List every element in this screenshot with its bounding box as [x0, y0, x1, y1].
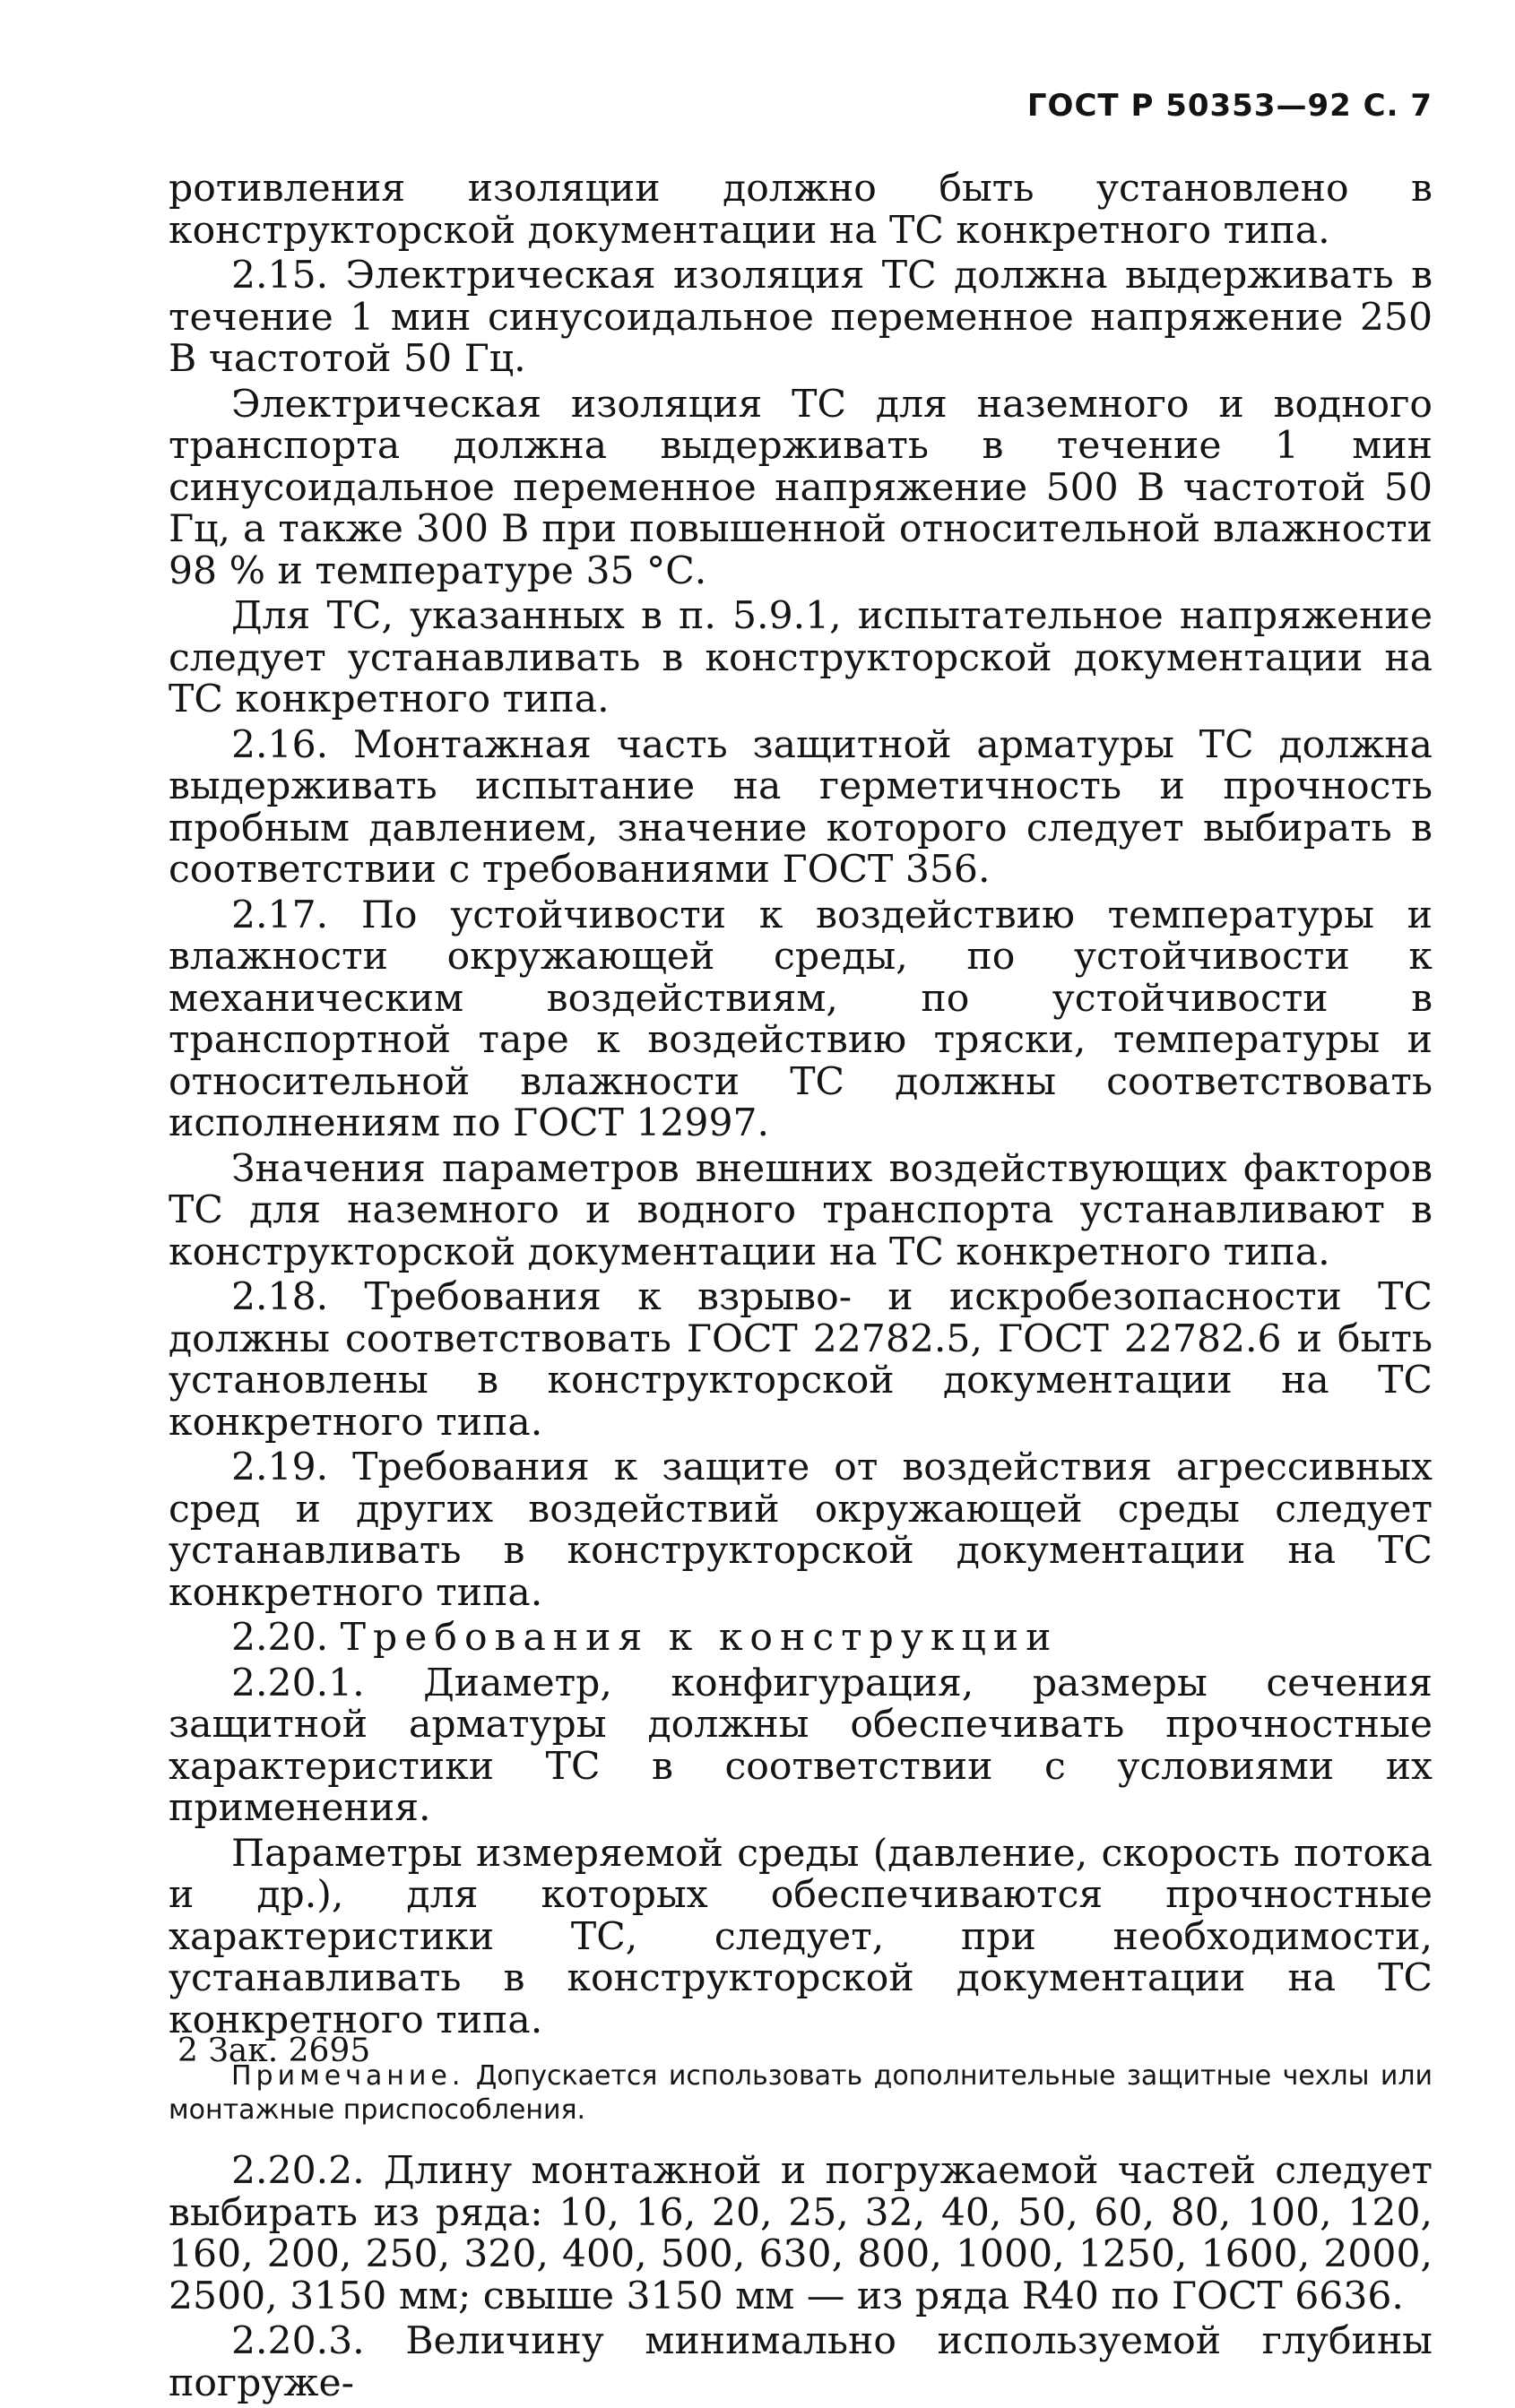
paragraph: Значения параметров внешних воздействующих факторов ТС для наземного и водного транспорта устанавливают в конструкторской документации на ТС конкретного типа.: [169, 1146, 1433, 1274]
paragraph: 2.19. Требования к защите от воздействия агрессивных сред и других воздействий окружающей среды следует устанавливать в конструкторской документации на ТС конкретного типа.: [169, 1446, 1433, 1615]
note: [169, 2059, 1433, 2127]
paragraph: 2.16. Монтажная часть защитной арматуры ТС должна выдерживать испытание на герметичность и прочность пробным давлением, значение которого следует выбирать в соответствии с требованиями ГОСТ 356.: [169, 722, 1433, 892]
document-body: [169, 168, 1433, 2408]
paragraph: Параметры измеряемой среды (давление, скорость потока и др.), для которых обеспечиваются прочностные характеристики ТС, следует, при необходимости, устанавливать в конструкторской документации на ТС конкретного типа.: [169, 1831, 1433, 2042]
paragraph: 2.20.1. Диаметр, конфигурация, размеры сечения защитной арматуры должны обеспечивать прочностные характеристики ТС в соответствии с условиями их применения.: [169, 1661, 1433, 1830]
paragraph: Для ТС, указанных в п. 5.9.1, испытательное напряжение следует устанавливать в конструкторской документации на ТС конкретного типа.: [169, 594, 1433, 721]
page-footer: 2 Зак. 2695: [177, 2033, 371, 2069]
note-label: Примечание.: [231, 2060, 465, 2092]
section-number: 2.20.: [231, 1616, 329, 1660]
note-text: Допускается использовать дополнительные защитные чехлы или монтажные приспособления.: [169, 2060, 1433, 2126]
paragraph: ротивления изоляции должно быть установлено в конструкторской документации на ТС конкретного типа.: [169, 167, 1433, 253]
paragraph: 2.20.3. Величину минимально используемой глубины погруже-: [169, 2319, 1433, 2405]
paragraph: 2.20.2. Длину монтажной и погружаемой частей следует выбирать из ряда: 10, 16, 20, 25, 32, 40, 50, 60, 80, 100, 120, 160, 200, 250, 320, 400, 500, 630, 800, 1000, 1250, 1600, 2000, 2500, 3150 мм; свыше 3150 мм — из ряда R40 по ГОСТ 6636.: [169, 2149, 1433, 2318]
paragraph: 2.18. Требования к взрыво- и искробезопасности ТС должны соответствовать ГОСТ 22782.5, ГОСТ 22782.6 и быть установлены в конструкторской документации на ТС конкретного типа.: [169, 1275, 1433, 1445]
section-title: Требования к конструкции: [340, 1616, 1059, 1660]
paragraph: 2.15. Электрическая изоляция ТС должна выдерживать в течение 1 мин синусоидальное переменное напряжение 250 В частотой 50 Гц.: [169, 254, 1433, 381]
paragraph: 2.17. По устойчивости к воздействию температуры и влажности окружающей среды, по устойчивости к механическим воздействиям, по устойчивости в транспортной таре к воздействию тряски, температуры и относительной влажности ТС должны соответствовать исполнениям по ГОСТ 12997.: [169, 893, 1433, 1145]
paragraph: Электрическая изоляция ТС для наземного и водного транспорта должна выдерживать в течение 1 мин синусоидальное переменное напряжение 500 В частотой 50 Гц, а также 300 В при повышенной относительной влажности 98 % и температуре 35 °С.: [169, 382, 1433, 593]
section-heading: [169, 1618, 1433, 1660]
page-header: ГОСТ Р 50353—92 С. 7: [1026, 88, 1433, 124]
